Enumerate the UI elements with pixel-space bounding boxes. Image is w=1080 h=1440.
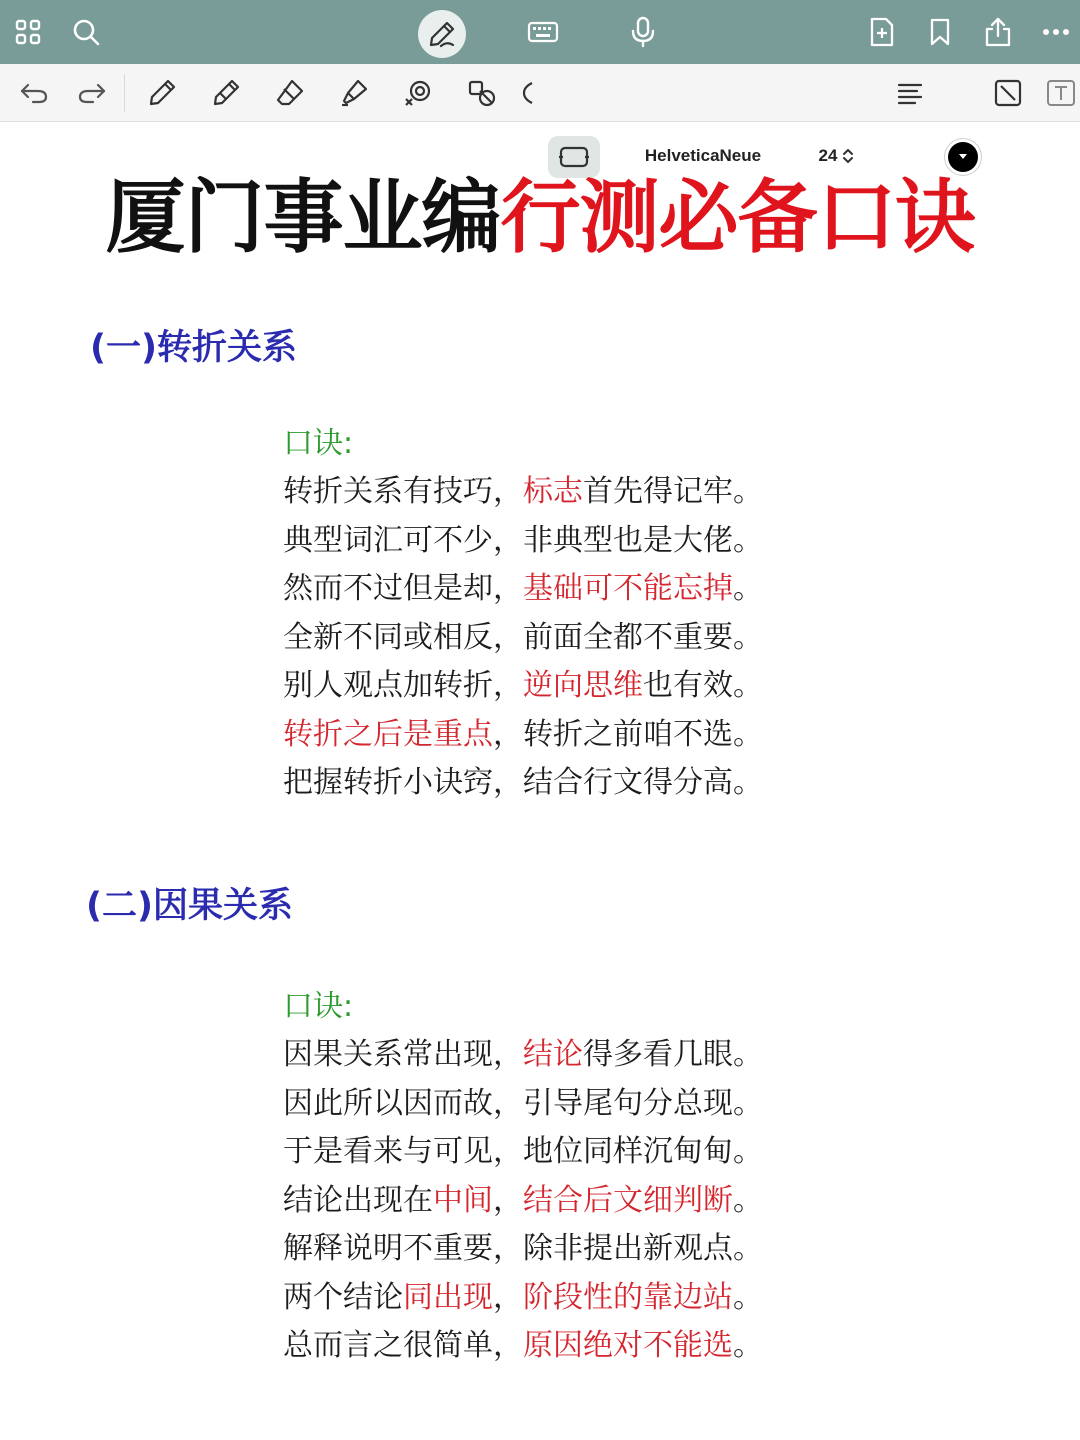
highlighted-phrase: 同出现: [403, 1279, 493, 1315]
pen-icon[interactable]: [142, 73, 182, 113]
microphone-icon[interactable]: [623, 12, 663, 52]
more-icon[interactable]: [1036, 12, 1076, 52]
keyboard-icon[interactable]: [523, 12, 563, 52]
verse-text: 总而言之很简单，: [283, 1328, 523, 1363]
grid-icon[interactable]: [8, 12, 48, 52]
verse-text: ，: [493, 1182, 523, 1218]
top-navigation-bar: [0, 0, 1080, 64]
verse-text: 两个结论: [283, 1279, 403, 1315]
verse-text: 。: [733, 571, 763, 606]
pen-mode-icon: [427, 19, 457, 49]
verse-text: 别人观点加转折，: [283, 668, 523, 703]
highlighter-icon[interactable]: [334, 73, 374, 113]
verse-line: [283, 1035, 843, 1075]
verse-text: 把握转折小诀窍，结合行文得分高。: [283, 765, 763, 800]
mnemonic-label-1: 口诀:: [283, 426, 354, 461]
highlighted-phrase: 标志: [523, 474, 583, 509]
undo-icon[interactable]: [14, 73, 54, 113]
verse-line: [283, 1084, 843, 1124]
lasso-partial-icon[interactable]: [516, 73, 540, 113]
verse-text: 因果关系常出现，: [283, 1037, 523, 1072]
verse-text: 解释说明不重要，除非提出新观点。: [283, 1231, 763, 1266]
verse-line: [283, 1278, 843, 1318]
verse-text: ，转折之前咱不选。: [493, 716, 763, 752]
verse-line: [283, 618, 843, 658]
title-black-part: 厦门事业编: [105, 171, 501, 264]
search-icon[interactable]: [66, 12, 106, 52]
element-icon[interactable]: [462, 73, 502, 113]
verse-line: [283, 1181, 843, 1221]
text-format-icon[interactable]: [1040, 73, 1080, 113]
verse-text: 然而不过但是却，: [283, 571, 523, 606]
verse-line: [283, 1326, 843, 1366]
verse-text: 首先得记牢。: [583, 474, 763, 509]
verse-text: 转折关系有技巧，: [283, 474, 523, 509]
shape-icon[interactable]: [398, 73, 438, 113]
verse-text: 全新不同或相反，前面全都不重要。: [283, 619, 763, 655]
section-heading-2: (二)因果关系: [86, 886, 293, 926]
highlighted-phrase: 转折之后是重点: [283, 716, 493, 752]
verse-text: 结论出现在: [283, 1182, 433, 1218]
share-icon[interactable]: [978, 12, 1018, 52]
verse-line: [283, 569, 843, 609]
verse-line: [283, 1229, 843, 1269]
verse-line: [283, 715, 843, 755]
verse-line: [283, 763, 843, 803]
verse-text: ，: [493, 1279, 523, 1315]
pencil-icon[interactable]: [206, 73, 246, 113]
verse-line: [283, 472, 843, 512]
title-red-part: 行测必备口诀: [500, 171, 975, 264]
font-size-label: 24: [818, 146, 838, 165]
verse-text: 。: [733, 1328, 763, 1363]
highlighted-phrase: 基础可不能忘掉: [523, 571, 733, 606]
highlighted-phrase: 中间: [433, 1182, 493, 1218]
pen-mode-button[interactable]: [418, 10, 466, 58]
verse-line: [283, 1132, 843, 1172]
highlighted-phrase: 逆向思维: [523, 668, 643, 703]
line-style-icon[interactable]: [988, 73, 1028, 113]
eraser-icon[interactable]: [270, 73, 310, 113]
section-heading-1: (一)转折关系: [90, 328, 297, 368]
verse-text: 。: [733, 1279, 763, 1315]
stepper-chevron-icon: [841, 146, 855, 166]
font-family-label: HelveticaNeue: [644, 146, 762, 165]
verse-text: 因此所以因而故，引导尾句分总现。: [283, 1085, 763, 1121]
verse-text: 于是看来与可见，地位同样沉甸甸。: [283, 1134, 763, 1169]
text-box-icon: [557, 144, 591, 170]
add-page-icon[interactable]: [862, 12, 902, 52]
highlighted-phrase: 结论: [523, 1037, 583, 1072]
verse-line: [283, 666, 843, 706]
highlighted-phrase: 原因绝对不能选: [523, 1328, 733, 1363]
bookmark-icon[interactable]: [920, 12, 960, 52]
mnemonic-label-2: 口诀:: [283, 989, 354, 1024]
redo-icon[interactable]: [72, 73, 112, 113]
verse-line: [283, 521, 843, 561]
align-left-icon[interactable]: [890, 73, 930, 113]
verse-text: 得多看几眼。: [583, 1037, 763, 1072]
verse-text: 。: [733, 1182, 763, 1218]
highlighted-phrase: 结合后文细判断: [523, 1182, 733, 1218]
verse-text: 典型词汇可不少，非典型也是大佬。: [283, 522, 763, 558]
verse-text: 也有效。: [643, 668, 763, 703]
drawing-toolbar: [0, 64, 1080, 165]
page-title: [0, 168, 1080, 268]
highlighted-phrase: 阶段性的靠边站: [523, 1279, 733, 1315]
